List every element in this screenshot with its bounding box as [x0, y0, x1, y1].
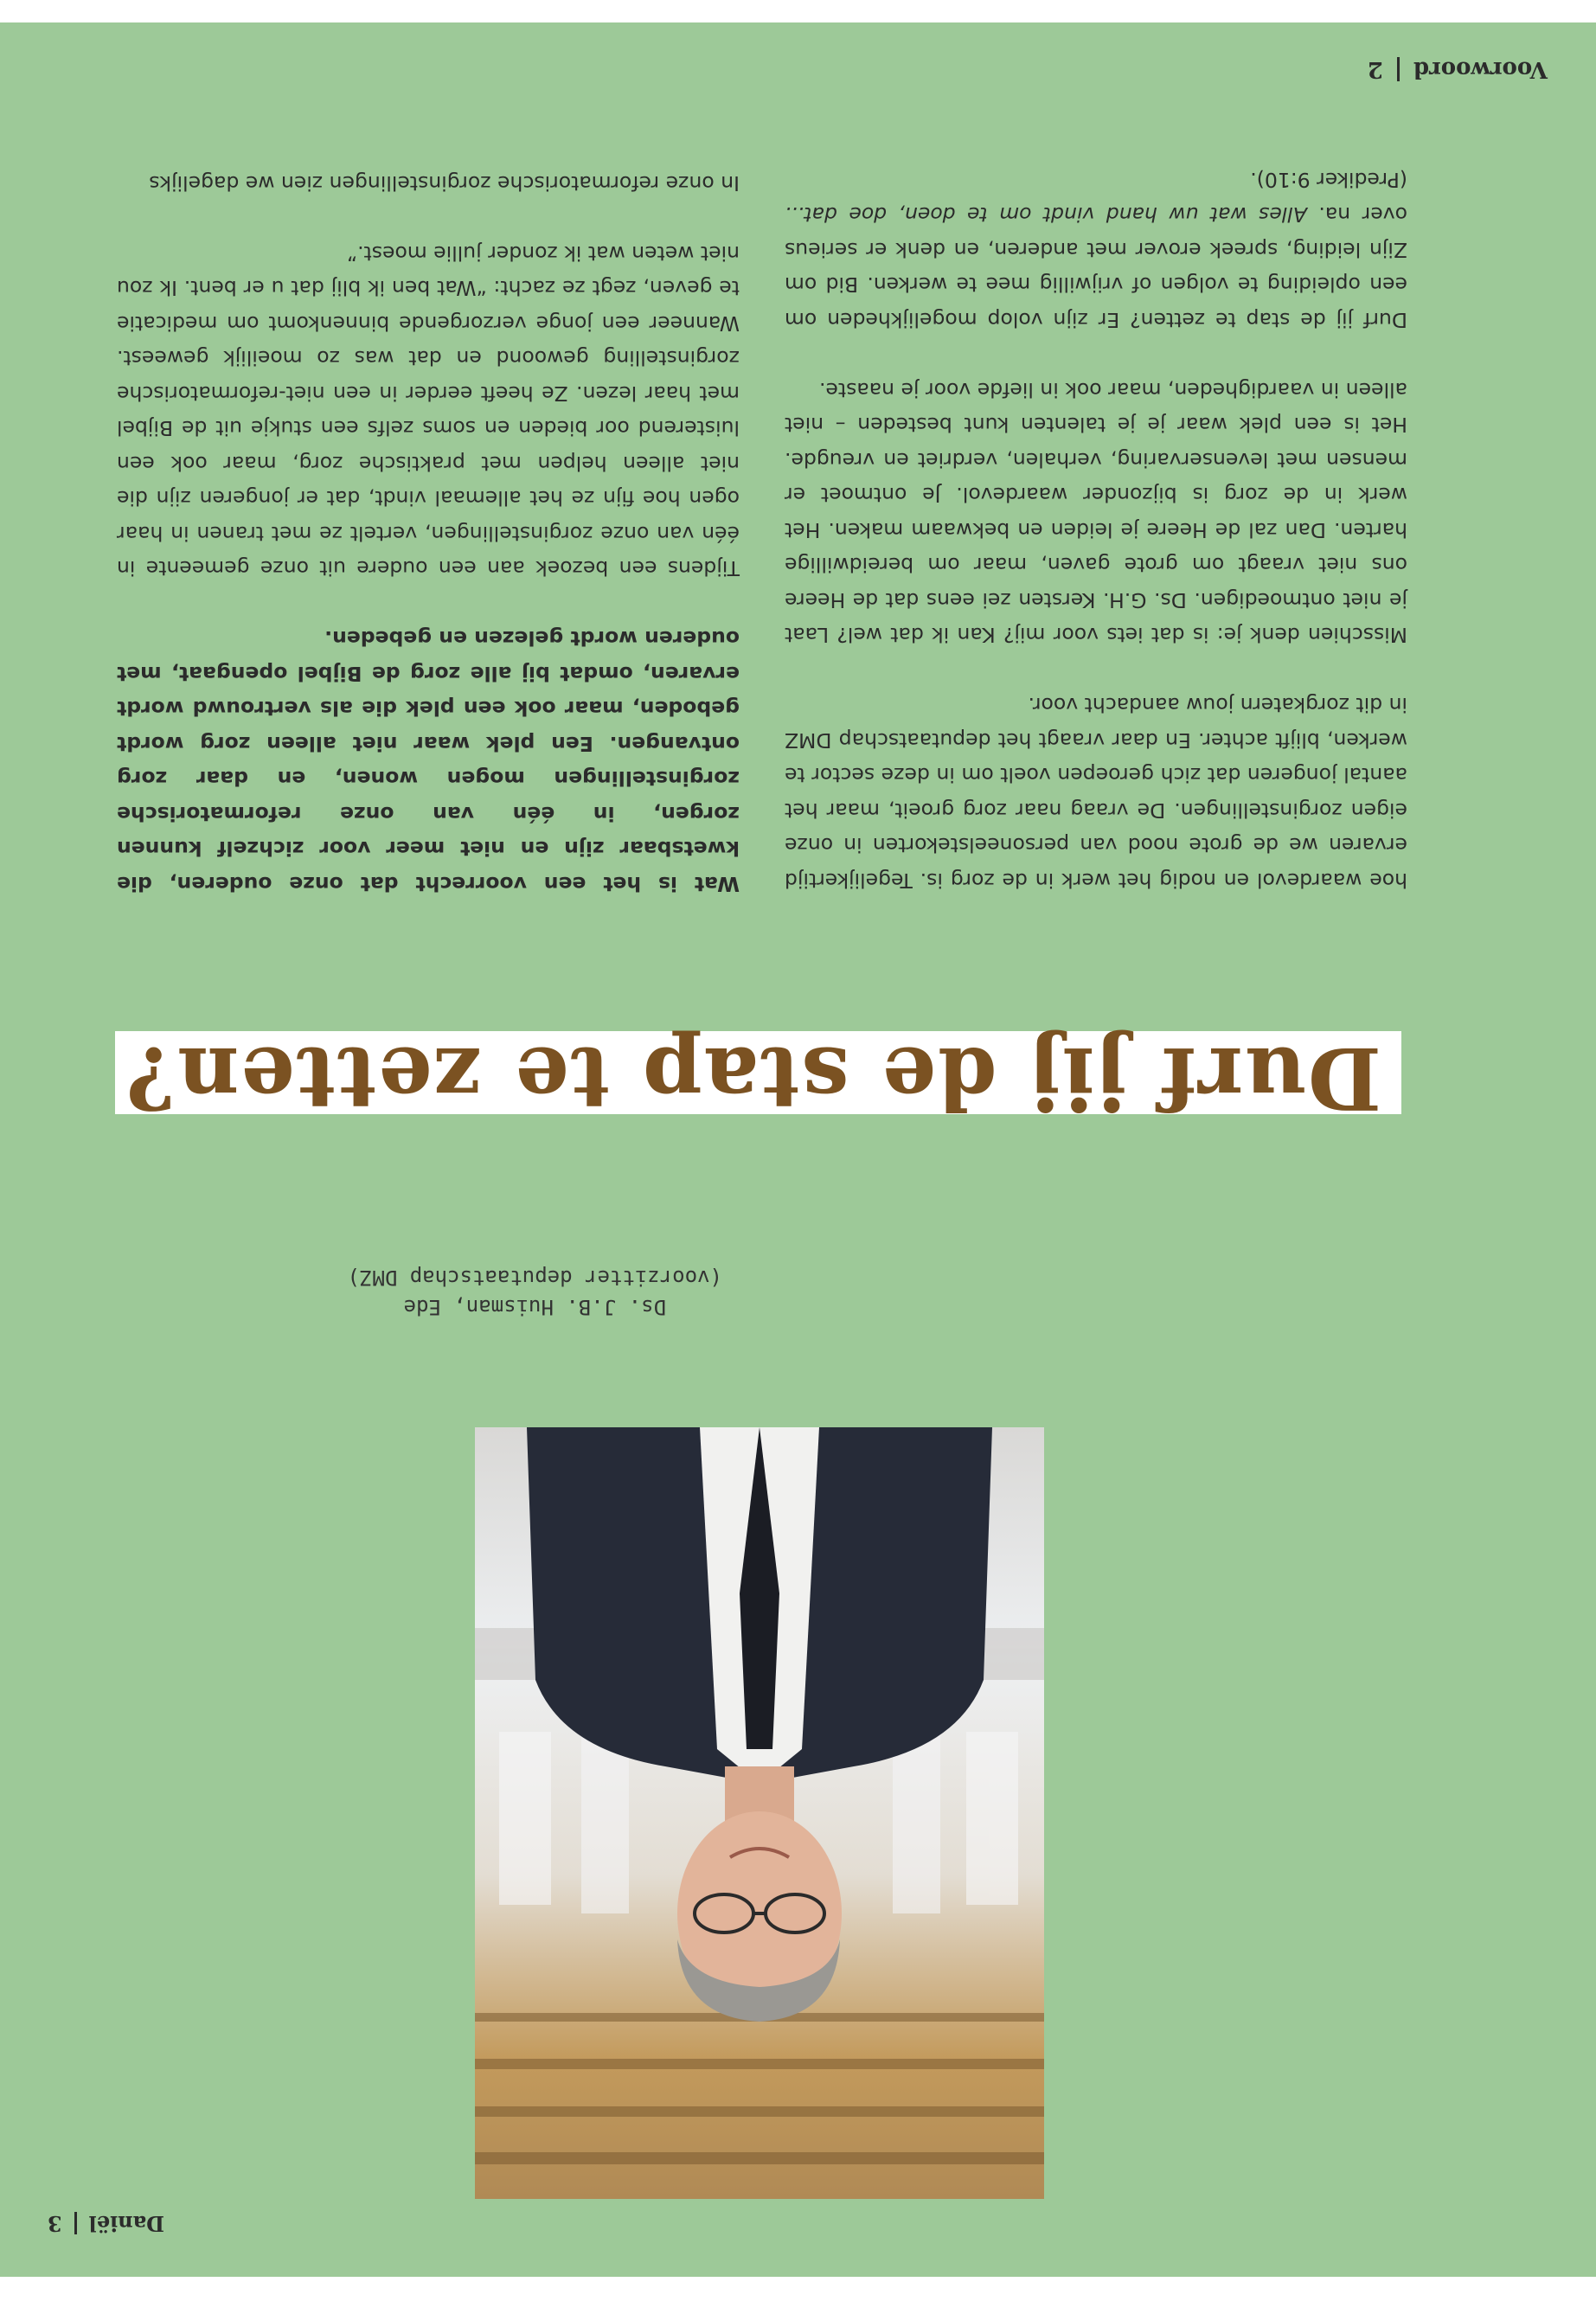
paragraph [785, 373, 1407, 653]
footer-separator [1397, 57, 1400, 81]
paragraph: In onze reformatorische zorginstellingen zien we dagelijks [149, 171, 740, 195]
caption-name: Ds. J.B. Huisman, Ede [403, 1295, 666, 1319]
footer-section: Voorwoord [1413, 56, 1548, 82]
article-column-left-side [117, 131, 740, 901]
header-section: Daniël [88, 2211, 164, 2236]
caption-role: (voorzitter deputaatschap DMZ) [347, 1266, 722, 1290]
article-title: Durf jij de stap te zetten? [124, 1028, 1381, 1127]
photo-caption [348, 1263, 722, 1322]
page-header [48, 2211, 164, 2236]
portrait-photo [475, 1427, 1044, 2199]
portrait-illustration [475, 1427, 1044, 2199]
paragraph: Tijdens een bezoek aan een oudere uit onze gemeente in één van onze zorginstellingen, vertelt ze met tranen in haar ogen hoe fijn ze het allemaal vindt, dat er jongeren zijn die niet alleen helpen met praktische zorg, maar ook een luisterend oor bieden en soms zelfs een stukje uit de Bijbel met haar lezen. Ze heeft eerder in een niet-reformatorische zorginstelling gewoond en dat was zo moeilijk geweest. Wanneer een jonge verzorgende binnenkomt om medicatie te geven, zegt ze zacht: “Wat ben ik blij dat u er bent. Ik zou niet weten wat ik zonder jullie moest.” [117, 241, 740, 581]
paragraph-text: Misschien denk je: is dat iets voor mij? Kan ik dat wel? Laat je niet ontmoedigen. Ds. G.H. Kersten zei eens dat de Heere ons niet vraagt om grote gaven, maar om bereidwillige harten. Dan zal de Heere je leiden en bekwaam maken. Het werk in de zorg is bijzonder waardevol. Je ontmoet er mensen met levenservaring, verhalen, verdriet en vreugde. Het is een plek waar je je talenten kunt besteden – niet alleen in vaardigheden, maar ook in liefde voor je naaste. [785, 378, 1407, 648]
header-separator [74, 2213, 77, 2235]
paragraph-text: Durf jij de stap te zetten? Er zijn volop mogelijkheden om een opleiding te volgen of vrijwillig mee te werken. Bid om Zijn leiding, spreek erover met anderen, en denk er serieus over na. [785, 202, 1407, 332]
bible-reference: (Prediker 9:10). [1250, 168, 1407, 192]
page-footer [1368, 56, 1548, 82]
paragraph [785, 688, 1407, 898]
bible-quote: Alles wat uw hand vindt om te doen, doe dat... [785, 202, 1307, 228]
paragraph [785, 163, 1407, 338]
header-page-number: 3 [47, 2211, 62, 2236]
lead-paragraph: Wat is het een voorrecht dat onze ouderen, die kwetsbaar zijn en niet meer voor zichzelf kunnen zorgen, in één van onze reformatorische zorginstellingen mogen wonen, en daar zorg ontvangen. Een plek waar niet alleen zorg wordt geboden, maar ook een plek die als vertrouwd wordt ervaren, omdat bij alle zorg de Bijbel opengaat, met ouderen wordt gelezen en gebeden. [117, 626, 740, 896]
paragraph-text: hoe waardevol en nodig het werk in de zorg is. Tegelijkertijd ervaren we de grote nood van personeelstekorten in onze eigen zorginstellingen. De vraag naar zorg groeit, maar het aantal jongeren dat zich geroepen voelt om in deze sector te werken, blijft achter. En daar vraagt het deputaatschap DMZ in dit zorgkatern jouw aandacht voor. [785, 693, 1407, 893]
article-column-right-side [785, 127, 1407, 898]
footer-page-number: 2 [1367, 56, 1383, 82]
